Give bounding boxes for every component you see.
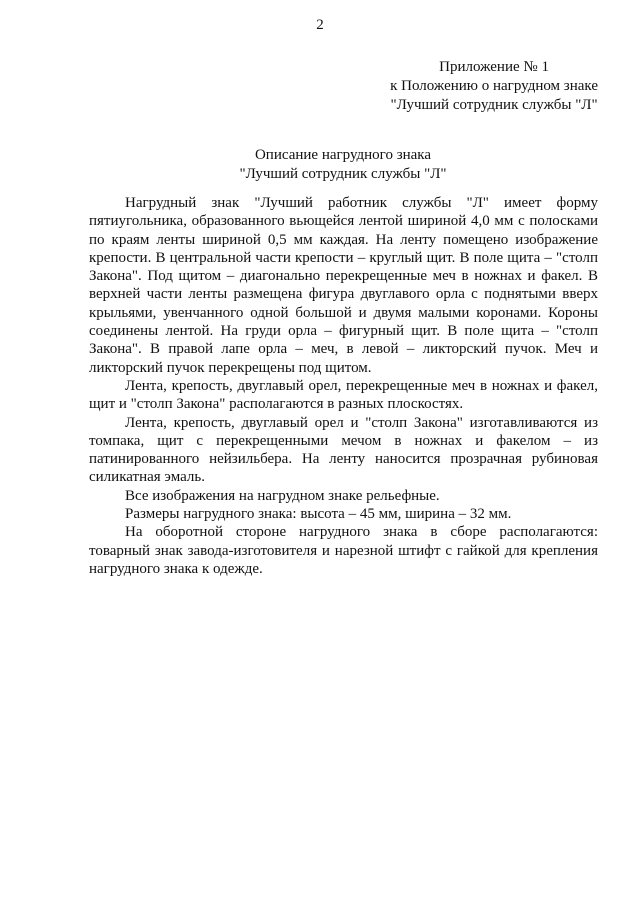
title-line-1: Описание нагрудного знака	[254, 147, 432, 163]
paragraph: Все изображения на нагрудном знаке рельефные.	[125, 487, 440, 504]
appendix-line-2: к Положению о нагрудном знаке	[390, 78, 598, 94]
paragraph: На оборотной стороне нагрудного знака в сборе располагаются: товарный знак завода-изготовителя и нарезной штифт с гайкой для крепления нагрудного знака к одежде.	[89, 524, 598, 577]
document-body	[89, 194, 598, 578]
paragraph: Лента, крепость, двуглавый орел и "столп Закона" изготавливаются из томпака, щит с перекрещенными мечом в ножнах и факелом – из патинированного нейзильбера. На ленту наносится прозрачная рубиновая силикатная эмаль.	[89, 414, 598, 486]
document-title	[0, 146, 640, 184]
appendix-line-3: "Лучший сотрудник службы "Л"	[390, 97, 598, 113]
title-line-2: "Лучший сотрудник службы "Л"	[239, 166, 447, 182]
paragraph: Лента, крепость, двуглавый орел, перекрещенные меч в ножнах и факел, щит и "столп Закона" располагаются в разных плоскостях.	[89, 377, 598, 413]
appendix-header	[390, 58, 598, 115]
paragraph: Нагрудный знак "Лучший работник службы "Л" имеет форму пятиугольника, образованного вьющейся лентой шириной 4,0 мм с полосками по краям ленты шириной 0,5 мм каждая. На ленту помещено изображение крепости. В центральной части крепости – круглый щит. В поле щита – "столп Закона". Под щитом – диагонально перекрещенные меч в ножнах и факел. В верхней части ленты размещена фигура двуглавого орла с поднятыми вверх крыльями, увенчанного одной большой и двумя малыми коронами. Короны соединены лентой. На груди орла – фигурный щит. В поле щита – "столп Закона". В правой лапе орла – меч, в левой – ликторский пучок. Меч и ликторский пучок перекрещены под щитом.	[89, 195, 598, 376]
appendix-line-1: Приложение № 1	[439, 59, 549, 75]
page-number: 2	[316, 17, 324, 33]
paragraph: Размеры нагрудного знака: высота – 45 мм, ширина – 32 мм.	[125, 506, 512, 523]
